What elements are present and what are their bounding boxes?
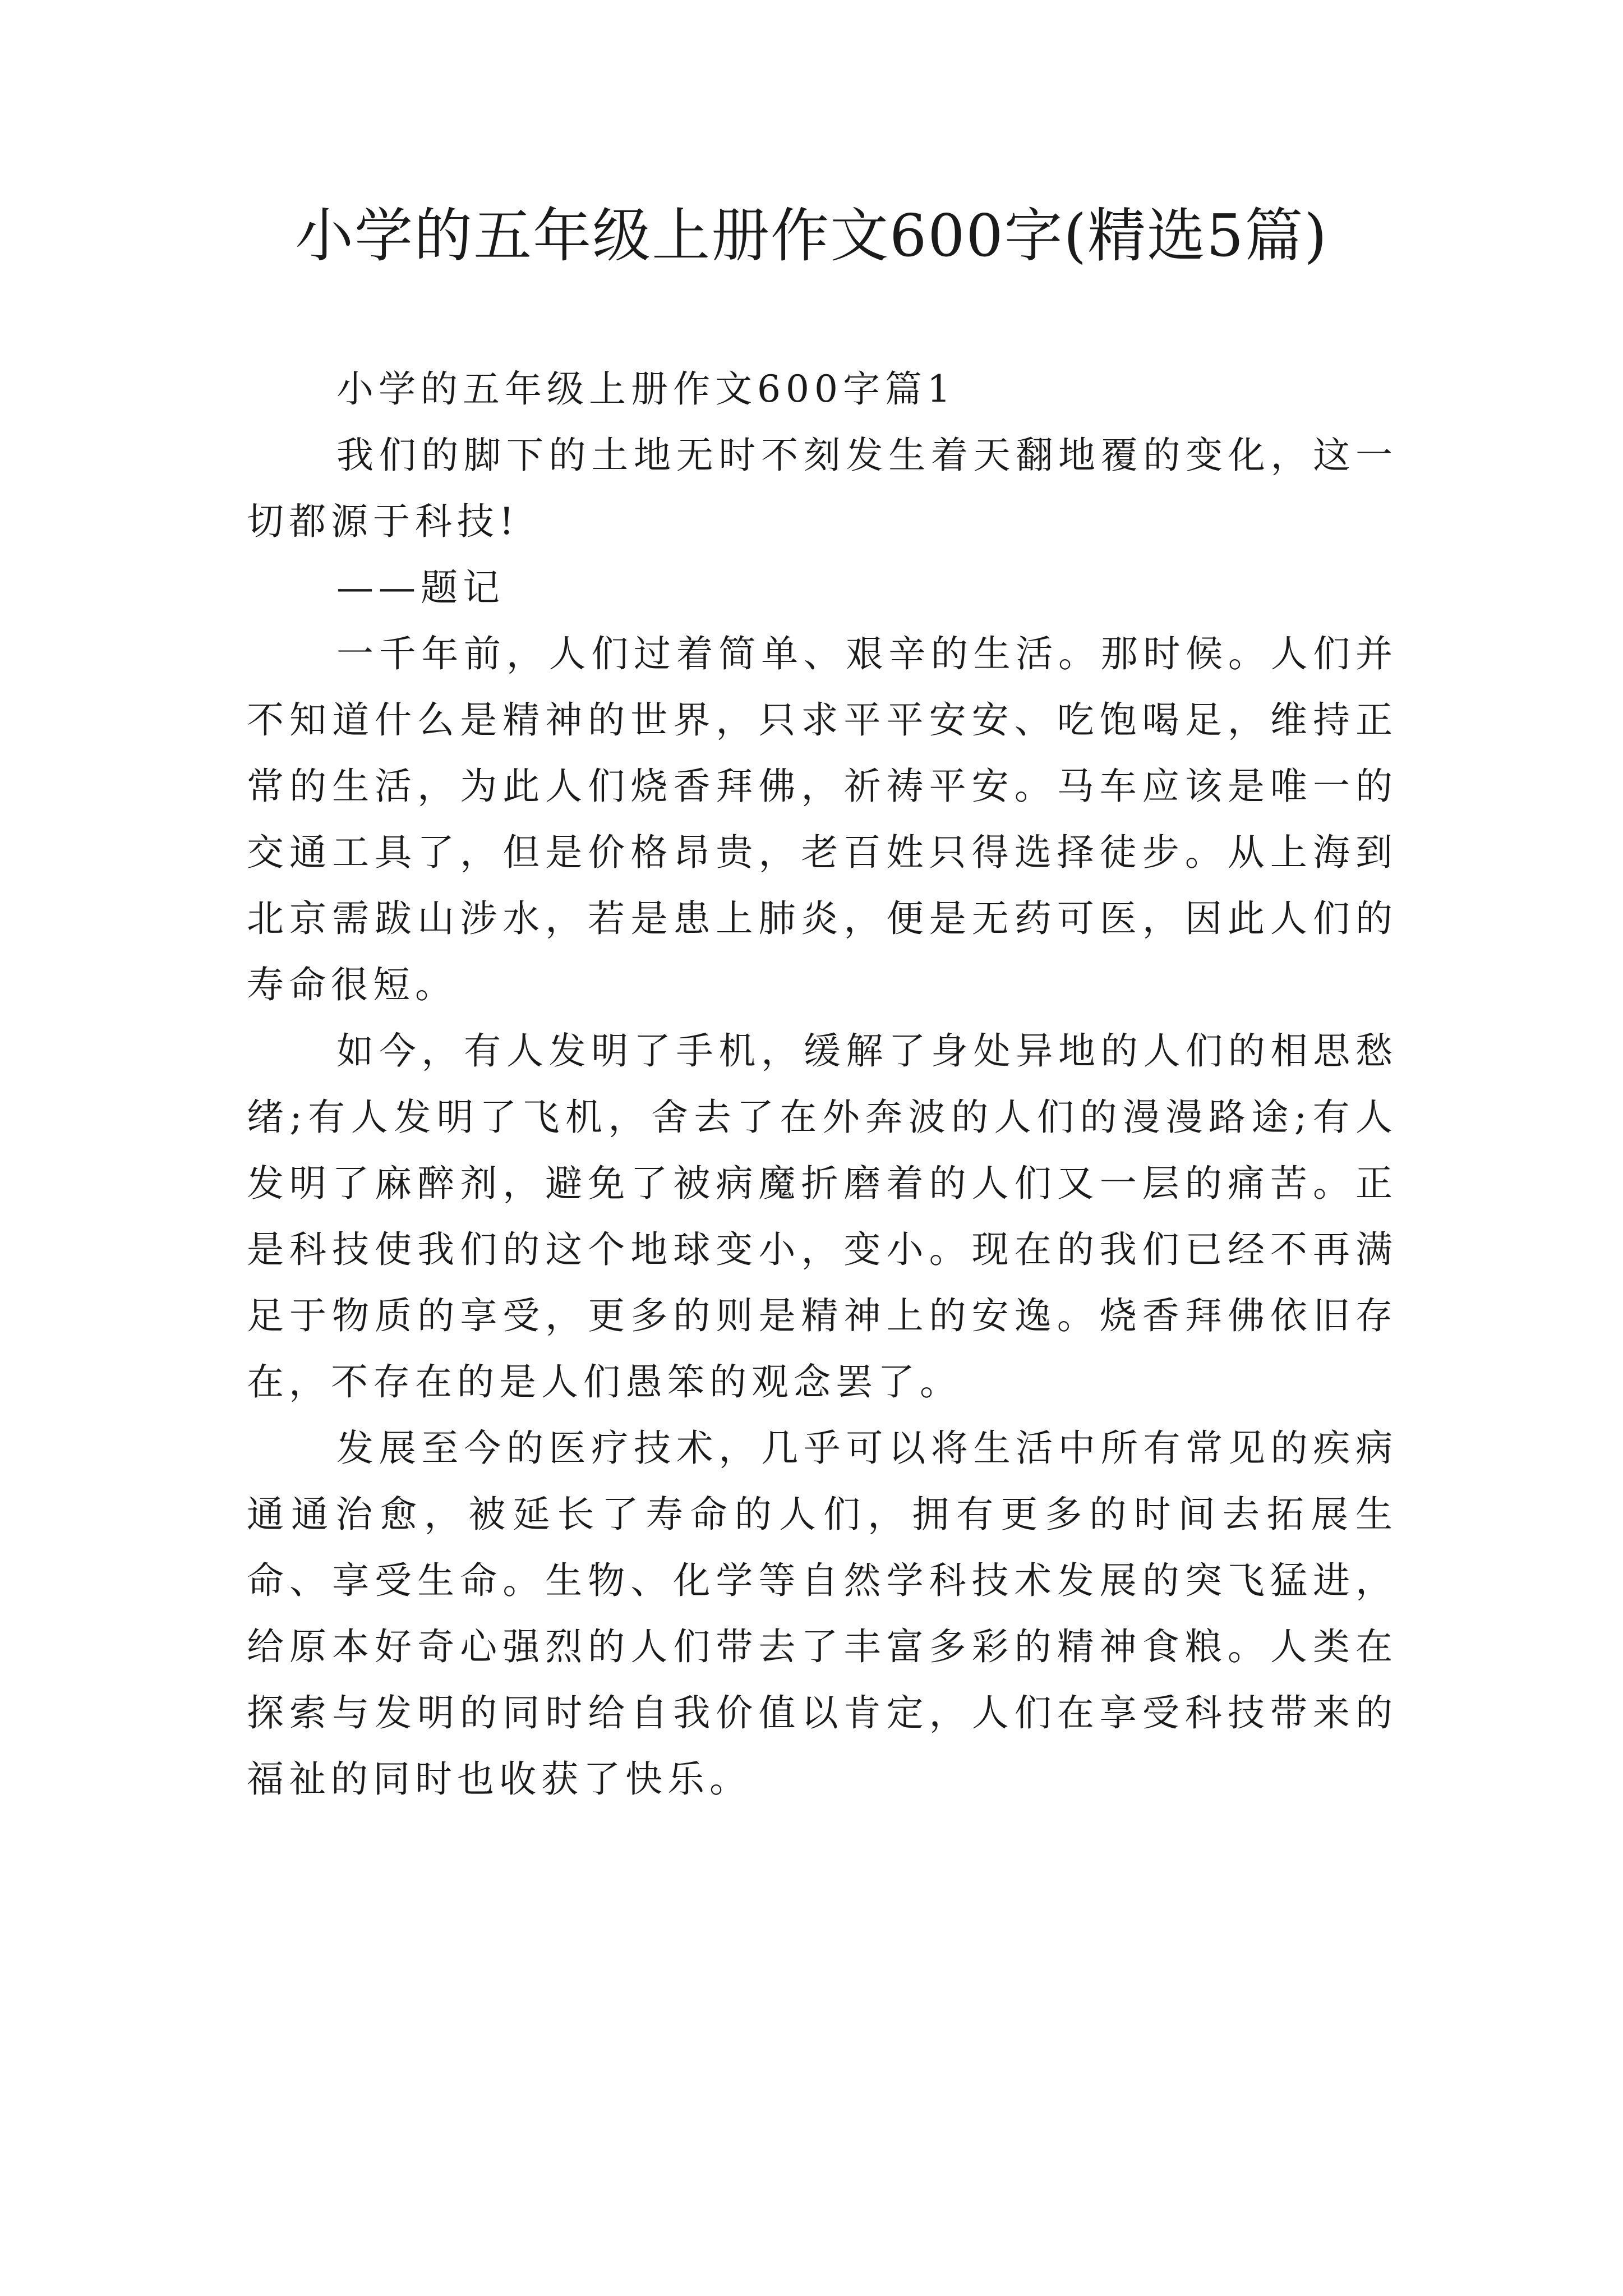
section-heading: 小学的五年级上册作文600字篇1 <box>336 367 956 411</box>
document-body <box>247 356 1398 1812</box>
paragraph: 一千年前，人们过着简单、艰辛的生活。那时候。人们并不知道什么是精神的世界，只求平平安安、吃饱喝足，维持正常的生活，为此人们烧香拜佛，祈祷平安。马车应该是唯一的交通工具了，但是价格昂贵，老百姓只得选择徒步。从上海到北京需跋山涉水，若是患上肺炎，便是无药可医，因此人们的寿命很短。 <box>247 632 1398 1006</box>
document-title: 小学的五年级上册作文600字(精选5篇) <box>295 201 1328 270</box>
paragraph-epigraph: ——题记 <box>336 566 505 609</box>
paragraph: 如今，有人发明了手机，缓解了身处异地的人们的相思愁绪;有人发明了飞机，舍去了在外奔波的人们的漫漫路途;有人发明了麻醉剂，避免了被病魔折磨着的人们又一层的痛苦。正是科技使我们的这个地球变小，变小。现在的我们已经不再满足于物质的享受，更多的则是精神上的安逸。烧香拜佛依旧存在，不存在的是人们愚笨的观念罢了。 <box>247 1029 1398 1404</box>
paragraph: 发展至今的医疗技术，几乎可以将生活中所有常见的疾病通通治愈，被延长了寿命的人们，拥有更多的时间去拓展生命、享受生命。生物、化学等自然学科技术发展的突飞猛进，给原本好奇心强烈的人们带去了丰富多彩的精神食粮。人类在探索与发明的同时给自我价值以肯定，人们在享受科技带来的福祉的同时也收获了快乐。 <box>247 1427 1398 1801</box>
paragraph: 我们的脚下的土地无时不刻发生着天翻地覆的变化，这一切都源于科技! <box>247 434 1398 543</box>
